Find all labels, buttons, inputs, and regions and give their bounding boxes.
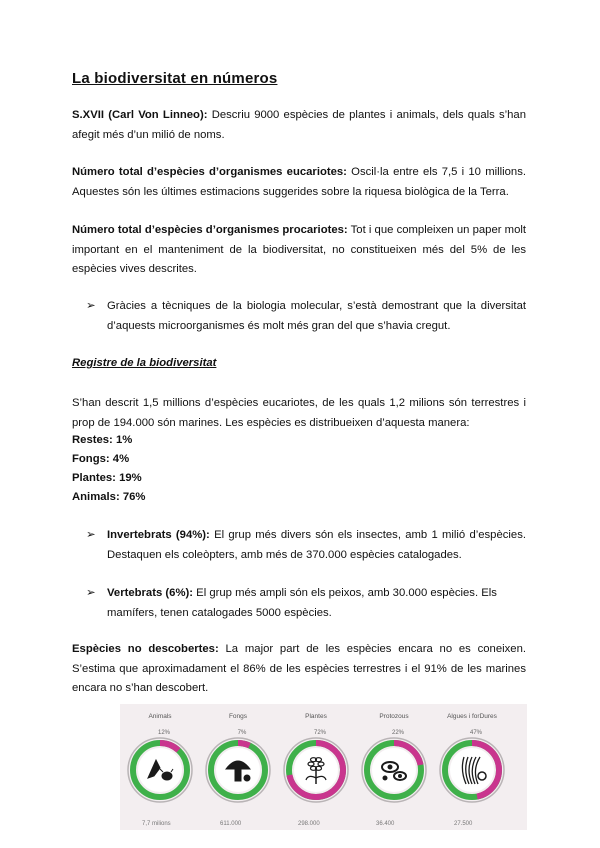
infographic-svg [120,704,527,830]
species-count: 298.000 [298,821,320,827]
bullet-invertebrats [86,526,526,565]
paragraph-text: La major part de les espècies encara no es coneixen. S’estima que aproximadament el 86% de les espècies terrestres i el 91% de les marines encara no s’han descobert. [72,643,526,694]
paragraph-label: Número total d’espècies d’organismes eucariotes: [72,166,347,178]
bullet-arrow-icon: ➢ [86,300,96,312]
bullet-body: El grup més ampli són els peixos, amb 30.000 espècies. Els mamífers, tenen catalogades 5000 espècies. [107,587,497,619]
group-label: Fongs [228,713,248,720]
page-title: La biodiversitat en números [72,70,278,87]
percent-label: 72% [313,730,327,736]
percent-arc [238,743,249,746]
species-count: 27.500 [454,821,473,827]
percent-label: 22% [391,730,405,736]
group-label: Plantes [305,713,327,720]
species-infographic [120,704,527,830]
bullet-label: Vertebrats (6%): [107,587,194,599]
percent-label: 7% [237,730,247,736]
paragraph-label: Espècies no descobertes: [72,643,219,655]
bullet-label: Invertebrats (94%): [107,529,210,541]
paragraph-registre: S’han descrit 1,5 millions d’espècies eucariotes, de les quals 1,2 milions són terrestres i prop de 194.000 són marines. Les espècies es distribueixen d’aquesta manera: [72,397,526,429]
group-label: Algues i forDures [447,713,497,720]
bullet-body: El grup més divers són els insectes, amb 1 milió d’espècies. Destaquen els coleòpters, amb més de 370.000 espècies catalogades. [107,529,526,561]
bullet-text [107,584,526,623]
inner-disk [138,748,182,792]
species-count: 611.000 [220,821,242,827]
bullet-vertebrats [86,584,526,623]
paragraph-text: Tot i que compleixen un paper molt important en el manteniment de la biodiversitat, no constitueixen més del 5% de les espècies vives descrites. [72,224,526,275]
paragraph-label: Número total d’espècies d’organismes procariotes: [72,224,348,236]
inner-disk [372,748,416,792]
stat-fongs: Fongs: 4% [72,453,130,465]
group-label: Protozous [379,713,409,720]
paragraph-text: Oscil·la entre els 7,5 i 10 millions. Aquestes són les últimes estimacions suggerides sobre la riquesa biològica de la Terra. [72,166,526,198]
paragraph-label: S.XVII (Carl Von Linneo): [72,109,208,121]
bullet-molecular [86,297,526,336]
paragraph-linneo [72,106,526,145]
group-label: Animals [148,713,172,720]
paragraph-eucariotes [72,163,526,202]
stat-animals: Animals: 76% [72,491,146,503]
bullet-text: Gràcies a tècniques de la biologia molecular, s’està demostrant que la diversitat d’aquests microorganismes és molt més gran del que s’havia cregut. [107,300,526,332]
paragraph-no-descobertes [72,640,526,699]
paragraph-text: Descriu 9000 espècies de plantes i animals, dels quals s’han afegit més d’un milió de noms. [72,109,526,141]
bullet-text [107,526,526,565]
percent-label: 12% [157,730,171,736]
species-count: 36.400 [376,821,395,827]
bullet-arrow-icon: ➢ [86,587,96,599]
section-heading-registre: Registre de la biodiversitat [72,357,217,369]
species-count: 7,7 milions [142,821,171,827]
stat-plantes: Plantes: 19% [72,472,142,484]
bullet-arrow-icon: ➢ [86,529,96,541]
paragraph-procariotes [72,221,526,280]
percent-label: 47% [469,730,483,736]
stat-restes: Restes: 1% [72,434,133,446]
